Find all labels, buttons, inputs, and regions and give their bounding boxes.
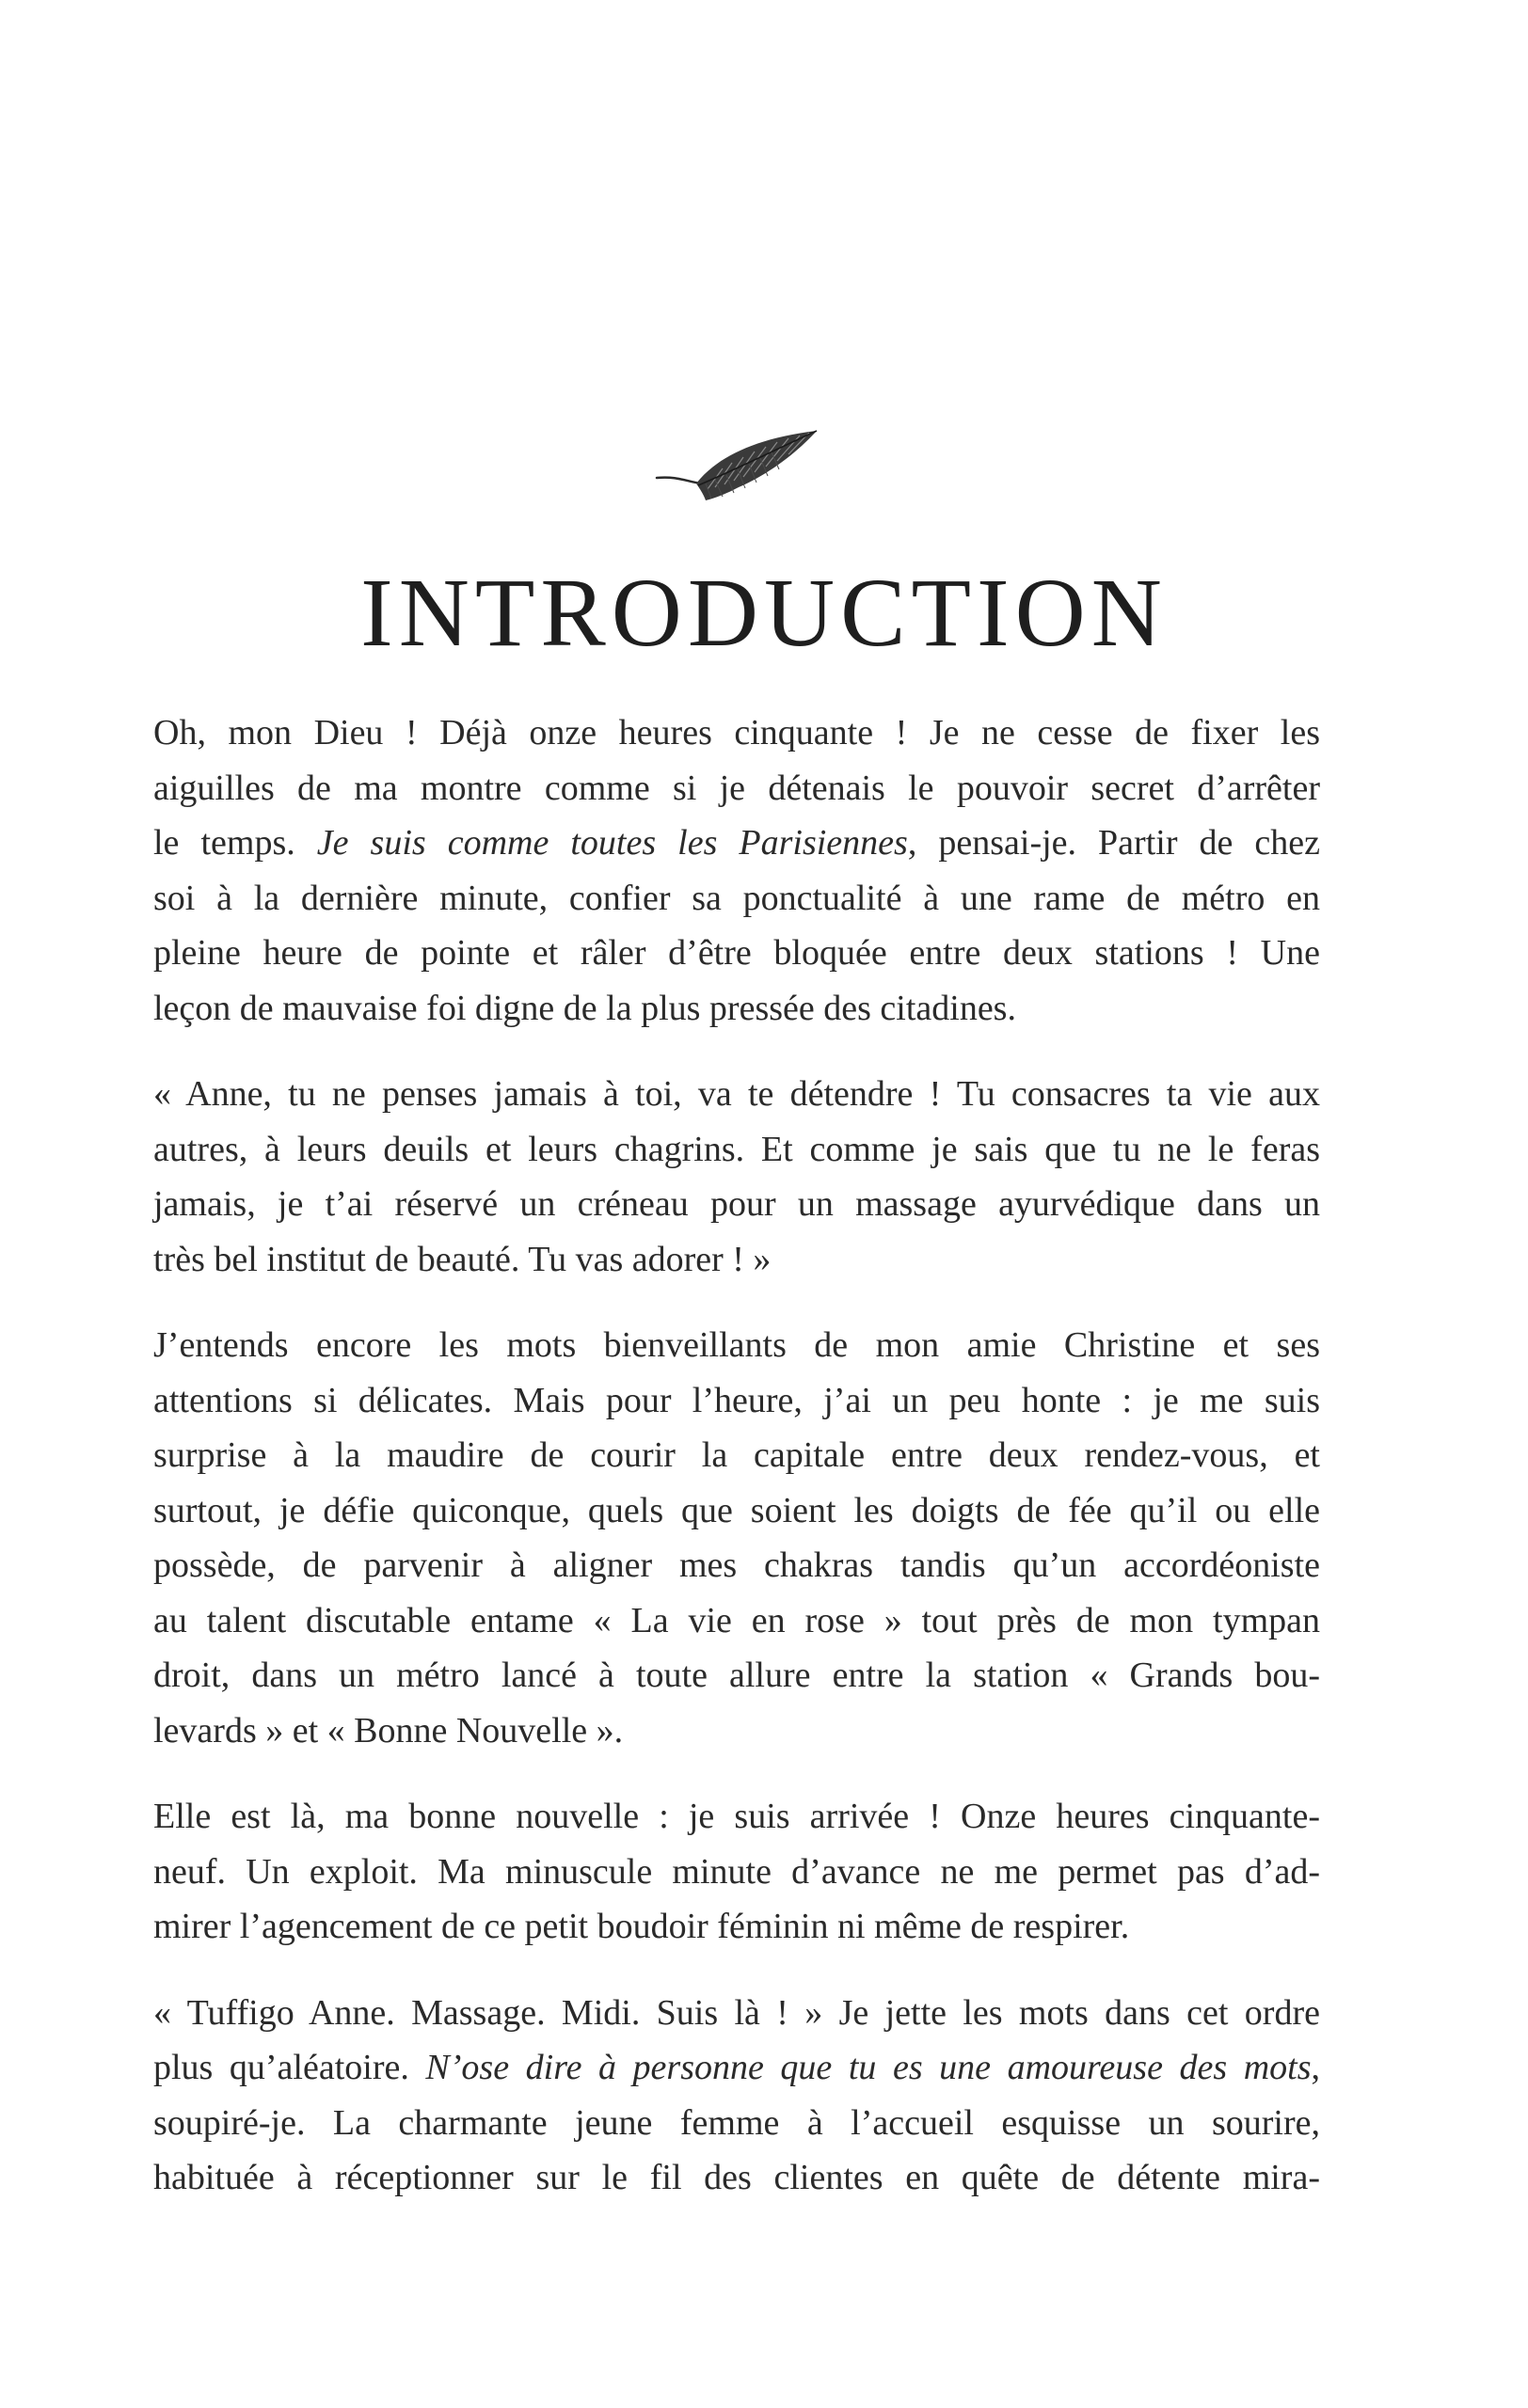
paragraph <box>153 1067 1320 1287</box>
text-line <box>153 2040 1320 2096</box>
text-line <box>153 816 1320 871</box>
text-line <box>153 1593 1320 1649</box>
text-line <box>153 871 1320 927</box>
chapter-title: INTRODUCTION <box>360 559 1168 667</box>
text-run: mirer l’agencement de ce petit boudoir féminin ni même de respirer. <box>153 1907 1130 1946</box>
paragraph <box>153 1318 1320 1758</box>
text-run: « Tuffigo Anne. Massage. Midi. Suis là ! » Je jette les mots dans cet ordre <box>153 1992 1320 2033</box>
text-line <box>153 761 1320 816</box>
paragraph <box>153 1986 1320 2206</box>
text-run: J’entends encore les mots bienveillants de mon amie Christine et ses <box>153 1325 1320 1365</box>
text-run: Elle est là, ma bonne nouvelle : je suis arrivée ! Onze heures cinquante- <box>153 1797 1320 1836</box>
text-run: plus qu’aléatoire. <box>153 2048 426 2087</box>
paragraph <box>153 705 1320 1036</box>
text-run: levards » et « Bonne Nouvelle ». <box>153 1710 624 1751</box>
text-line <box>153 1986 1320 2041</box>
text-run: surprise à la maudire de courir la capitale entre deux rendez-vous, et <box>153 1435 1320 1475</box>
text-line <box>153 1318 1320 1373</box>
text-line <box>153 1538 1320 1593</box>
text-line <box>153 1845 1320 1900</box>
text-run: soupiré-je. La charmante jeune femme à l’accueil esquisse un sourire, <box>153 2102 1320 2143</box>
text-run: attentions si délicates. Mais pour l’heure, j’ai un peu honte : je me suis <box>153 1380 1320 1420</box>
text-line <box>153 1122 1320 1178</box>
text-line <box>153 1899 1320 1955</box>
text-line <box>153 1483 1320 1539</box>
text-line <box>153 2096 1320 2151</box>
text-run: , pensai-je. Partir de chez <box>907 823 1321 863</box>
text-run: jamais, je t’ai réservé un créneau pour un massage ayurvédique dans un <box>153 1184 1320 1224</box>
text-line <box>153 981 1320 1037</box>
text-run: pleine heure de pointe et râler d’être bloquée entre deux stations ! Une <box>153 933 1320 973</box>
text-line <box>153 1067 1320 1122</box>
text-run: Oh, mon Dieu ! Déjà onze heures cinquante ! Je ne cesse de fixer les <box>153 713 1320 752</box>
text-line <box>153 926 1320 981</box>
text-line <box>153 1428 1320 1483</box>
text-run: neuf. Un exploit. Ma minuscule minute d’avance ne me permet pas d’ad- <box>153 1851 1320 1892</box>
text-run: , <box>1311 2048 1320 2087</box>
text-run: possède, de parvenir à aligner mes chakras tandis qu’un accordéoniste <box>153 1545 1320 1585</box>
chapter-body <box>153 705 1320 2237</box>
text-run: surtout, je défie quiconque, quels que soient les doigts de fée qu’il ou elle <box>153 1490 1320 1530</box>
text-line <box>153 2150 1320 2206</box>
text-run: habituée à réceptionner sur le fil des clientes en quête de détente mira- <box>153 2158 1320 2197</box>
text-run: soi à la dernière minute, confier sa ponctualité à une rame de métro en <box>153 878 1320 918</box>
paragraph <box>153 1789 1320 1955</box>
text-run: aiguilles de ma montre comme si je détenais le pouvoir secret d’arrêter <box>153 768 1320 808</box>
text-line <box>153 1177 1320 1232</box>
text-line <box>153 1373 1320 1429</box>
text-line <box>153 1789 1320 1845</box>
text-run: au talent discutable entame « La vie en rose » tout près de mon tympan <box>153 1600 1320 1640</box>
text-run: autres, à leurs deuils et leurs chagrins. Et comme je sais que tu ne le feras <box>153 1129 1320 1169</box>
italic-text: Je suis comme toutes les Parisiennes <box>316 823 908 863</box>
text-line <box>153 1232 1320 1288</box>
feather-icon <box>649 421 823 515</box>
text-line <box>153 705 1320 761</box>
text-run: très bel institut de beauté. Tu vas adorer ! » <box>153 1239 772 1279</box>
text-line <box>153 1648 1320 1703</box>
text-run: leçon de mauvaise foi digne de la plus pressée des citadines. <box>153 988 1016 1028</box>
text-run: le temps. <box>153 823 317 863</box>
text-run: droit, dans un métro lancé à toute allure entre la station « Grands bou- <box>153 1656 1320 1695</box>
text-line <box>153 1703 1320 1759</box>
text-run: « Anne, tu ne penses jamais à toi, va te détendre ! Tu consacres ta vie aux <box>153 1074 1320 1114</box>
italic-text: N’ose dire à personne que tu es une amoureuse des mots <box>425 2048 1312 2087</box>
